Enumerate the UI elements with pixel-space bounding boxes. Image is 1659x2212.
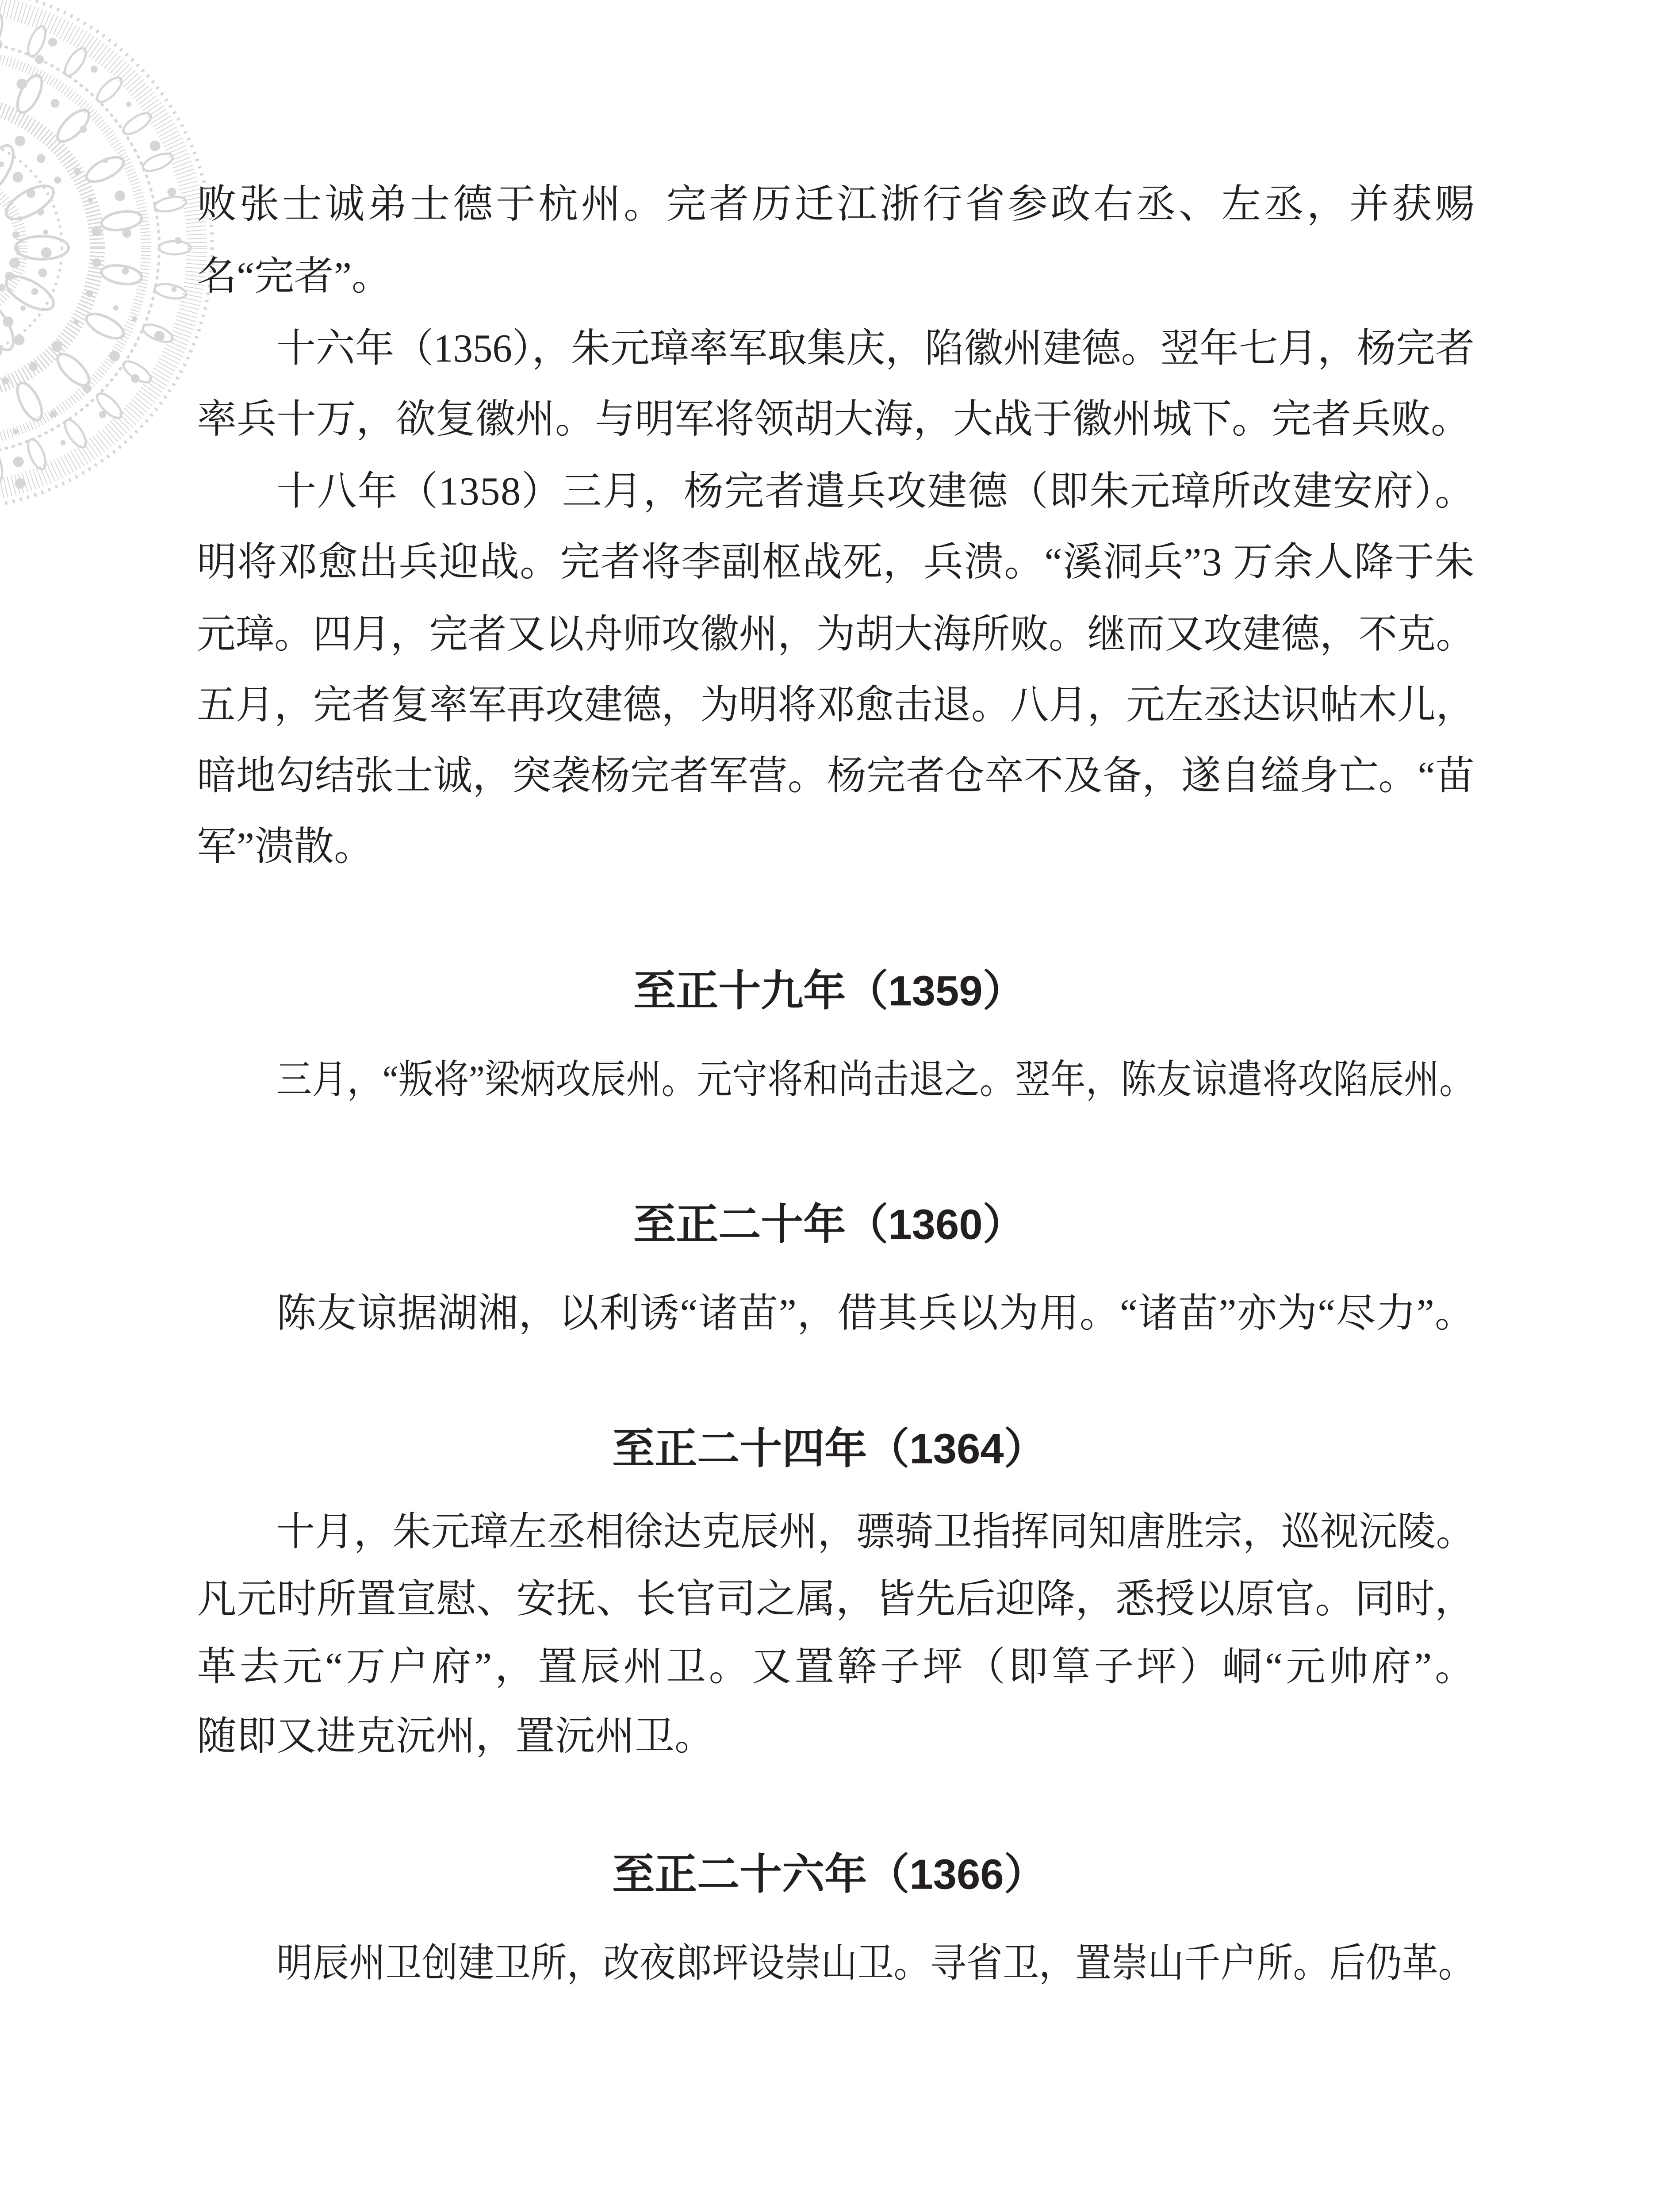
ornament-petal: [153, 195, 187, 214]
paragraph-line: 随即又进克沅州，置沅州卫。: [197, 1714, 714, 1759]
ornament-dot: [41, 247, 52, 258]
ornament-dot: [14, 246, 19, 252]
ornament-petal: [1, 179, 59, 226]
ornament-dot: [83, 384, 92, 393]
section-heading: 至正十九年（1359）: [633, 967, 1025, 1015]
ornament-dot: [12, 231, 19, 238]
ornament-dot: [113, 305, 119, 311]
ornament-leaf: [83, 152, 127, 186]
ornament-leaf: [83, 309, 127, 343]
paragraph-line: 名“完者”。: [197, 254, 391, 299]
ornament-dot: [175, 237, 182, 244]
paragraph: [197, 470, 1475, 869]
ornament-dot: [5, 272, 14, 280]
ornament-petal: [153, 282, 187, 301]
ornament-dot: [3, 316, 13, 327]
ornament-dot: [37, 154, 46, 163]
ornament-petal: [0, 12, 4, 45]
ornament-dot: [54, 177, 61, 184]
ornament-petal: [159, 241, 191, 254]
ornament-dot: [52, 341, 62, 352]
section-heading: 至正二十四年（1364）: [612, 1425, 1046, 1473]
paragraph-line: 率兵十万，欲复徽州。与明军将领胡大海，大战于徽州城下。完者兵败。: [197, 397, 1471, 442]
paragraph-line: 军”溃散。: [197, 825, 374, 869]
intro-text: [197, 183, 1475, 869]
ornament-leaf: [100, 263, 143, 287]
chronicle-section: [197, 1425, 1475, 1759]
ornament-dot: [99, 411, 106, 418]
ornament-dot: [31, 288, 38, 295]
ornament-dot: [20, 306, 26, 311]
chronicle-section: [276, 968, 1475, 1102]
paragraph: [197, 183, 1475, 299]
paragraph-line: 五月，完者复率军再攻建德，为明将邓愈击退。八月，元左丞达识帖木儿，: [197, 683, 1475, 727]
ornament-petal: [120, 109, 154, 138]
chronicle-section: [276, 1851, 1475, 1985]
paragraph-line: 十六年（1356），朱元璋率军取集庆，陷徽州建德。翌年七月，杨完者: [276, 326, 1475, 371]
ornament-petal: [61, 417, 90, 451]
ornament-dot: [0, 39, 2, 50]
ornament-dot: [37, 208, 44, 215]
ornament-dot: [103, 158, 108, 163]
ornament-dot: [13, 429, 18, 434]
paragraph-line: 暗地勾结张士诚，突袭杨完者军营。杨完者仓卒不及备，遂自缢身亡。“苗: [197, 754, 1475, 798]
ornament-petal: [93, 390, 125, 422]
section-heading: 至正二十六年（1366）: [612, 1851, 1046, 1898]
paragraph-line: 元璋。四月，完者又以舟师攻徽州，为胡大海所败。继而又攻建德，不克。: [197, 612, 1475, 657]
ornament-dot: [35, 55, 44, 64]
ornament-dot: [38, 269, 47, 277]
ornament-dot: [167, 188, 176, 196]
ornament-leaf: [100, 209, 143, 233]
paragraph-line: 革去元“万户府”，置辰州卫。又置簳子坪（即筸子坪）峒“元帅府”。: [197, 1645, 1475, 1689]
ornament-dot: [92, 226, 102, 236]
ornament-dot: [171, 287, 176, 292]
paragraph: [197, 327, 1475, 442]
ornament-dot: [123, 229, 131, 238]
ornament-dot: [0, 284, 5, 291]
ornament-dot: [91, 65, 98, 73]
chronicle-section: [276, 1201, 1475, 1336]
ornament-dot: [0, 161, 4, 167]
ornament-dot: [109, 351, 120, 361]
ornament-dot: [9, 257, 20, 268]
ornament-dot: [15, 478, 25, 489]
ornament-dot: [73, 319, 79, 324]
ornament-dot: [12, 172, 23, 183]
paragraph-line: 十月，朱元璋左丞相徐达克辰州，骠骑卫指挥同知唐胜宗，巡视沅陵。: [276, 1510, 1475, 1554]
paragraph-line: 陈友谅据湖湘，以利诱“诸苗”，借其兵以为用。“诸苗”亦为“尽力”。: [276, 1291, 1475, 1336]
ornament-petal: [25, 24, 49, 58]
ornament-dot: [51, 99, 60, 108]
ornament-leaf: [53, 105, 94, 146]
ornament-petal: [141, 150, 175, 174]
ornament-leaf: [12, 379, 46, 423]
paragraph-line: 三月，“叛将”梁炳攻辰州。元守将和尚击退之。翌年，陈友谅遣将攻陷辰州。: [276, 1058, 1475, 1102]
ornament-dot: [14, 335, 24, 346]
ornament-dot: [16, 79, 27, 89]
ornament-petal: [61, 45, 90, 79]
ornament-dot: [150, 141, 161, 151]
ornament-dot: [92, 258, 101, 267]
ornament-dot: [29, 362, 38, 371]
ornament-leaf: [12, 72, 46, 116]
paragraph-line: 十八年（1358）三月，杨完者遣兵攻建德（即朱元璋所改建安府）。: [276, 469, 1475, 514]
ornament-dot: [13, 457, 24, 467]
ornament-dot: [88, 197, 93, 203]
ornament-dot: [132, 316, 137, 322]
ornament-dot: [2, 377, 9, 384]
ornament-petal: [93, 74, 125, 106]
paragraph-line: 凡元时所置宣慰、安抚、长官司之属，皆先后迎降，悉授以原官。同时，: [197, 1577, 1475, 1621]
section-heading: 至正二十年（1360）: [633, 1201, 1025, 1248]
ornament-petal: [25, 437, 49, 472]
ornament-dot: [50, 411, 57, 418]
ornament-dot: [122, 268, 129, 275]
ornament-dot: [61, 440, 66, 445]
ornament-dot: [126, 101, 131, 107]
lace-medallion-icon: [0, 0, 212, 509]
ornament-dot: [74, 168, 81, 175]
ornament-dot: [115, 191, 125, 201]
paragraph-line: 明辰州卫创建卫所，改夜郎坪设崇山卫。寻省卫，置崇山千户所。后仍革。: [276, 1941, 1475, 1985]
paragraph-line: 明将邓愈出兵迎战。完者将李副枢战死，兵溃。“溪洞兵”3 万余人降于朱: [197, 540, 1475, 584]
ornament-dot: [27, 189, 35, 198]
ornament-dot: [48, 38, 57, 46]
ornament-dot: [43, 230, 48, 235]
ornament-dot: [86, 290, 93, 297]
ornament-dot: [80, 126, 87, 133]
ornament-dot: [131, 374, 140, 383]
ornament-dot: [15, 136, 25, 146]
ornament-dot: [154, 331, 165, 342]
paragraph-line: 败张士诚弟士德于杭州。完者历迁江浙行省参政右丞、左丞，并获赐: [197, 182, 1475, 227]
